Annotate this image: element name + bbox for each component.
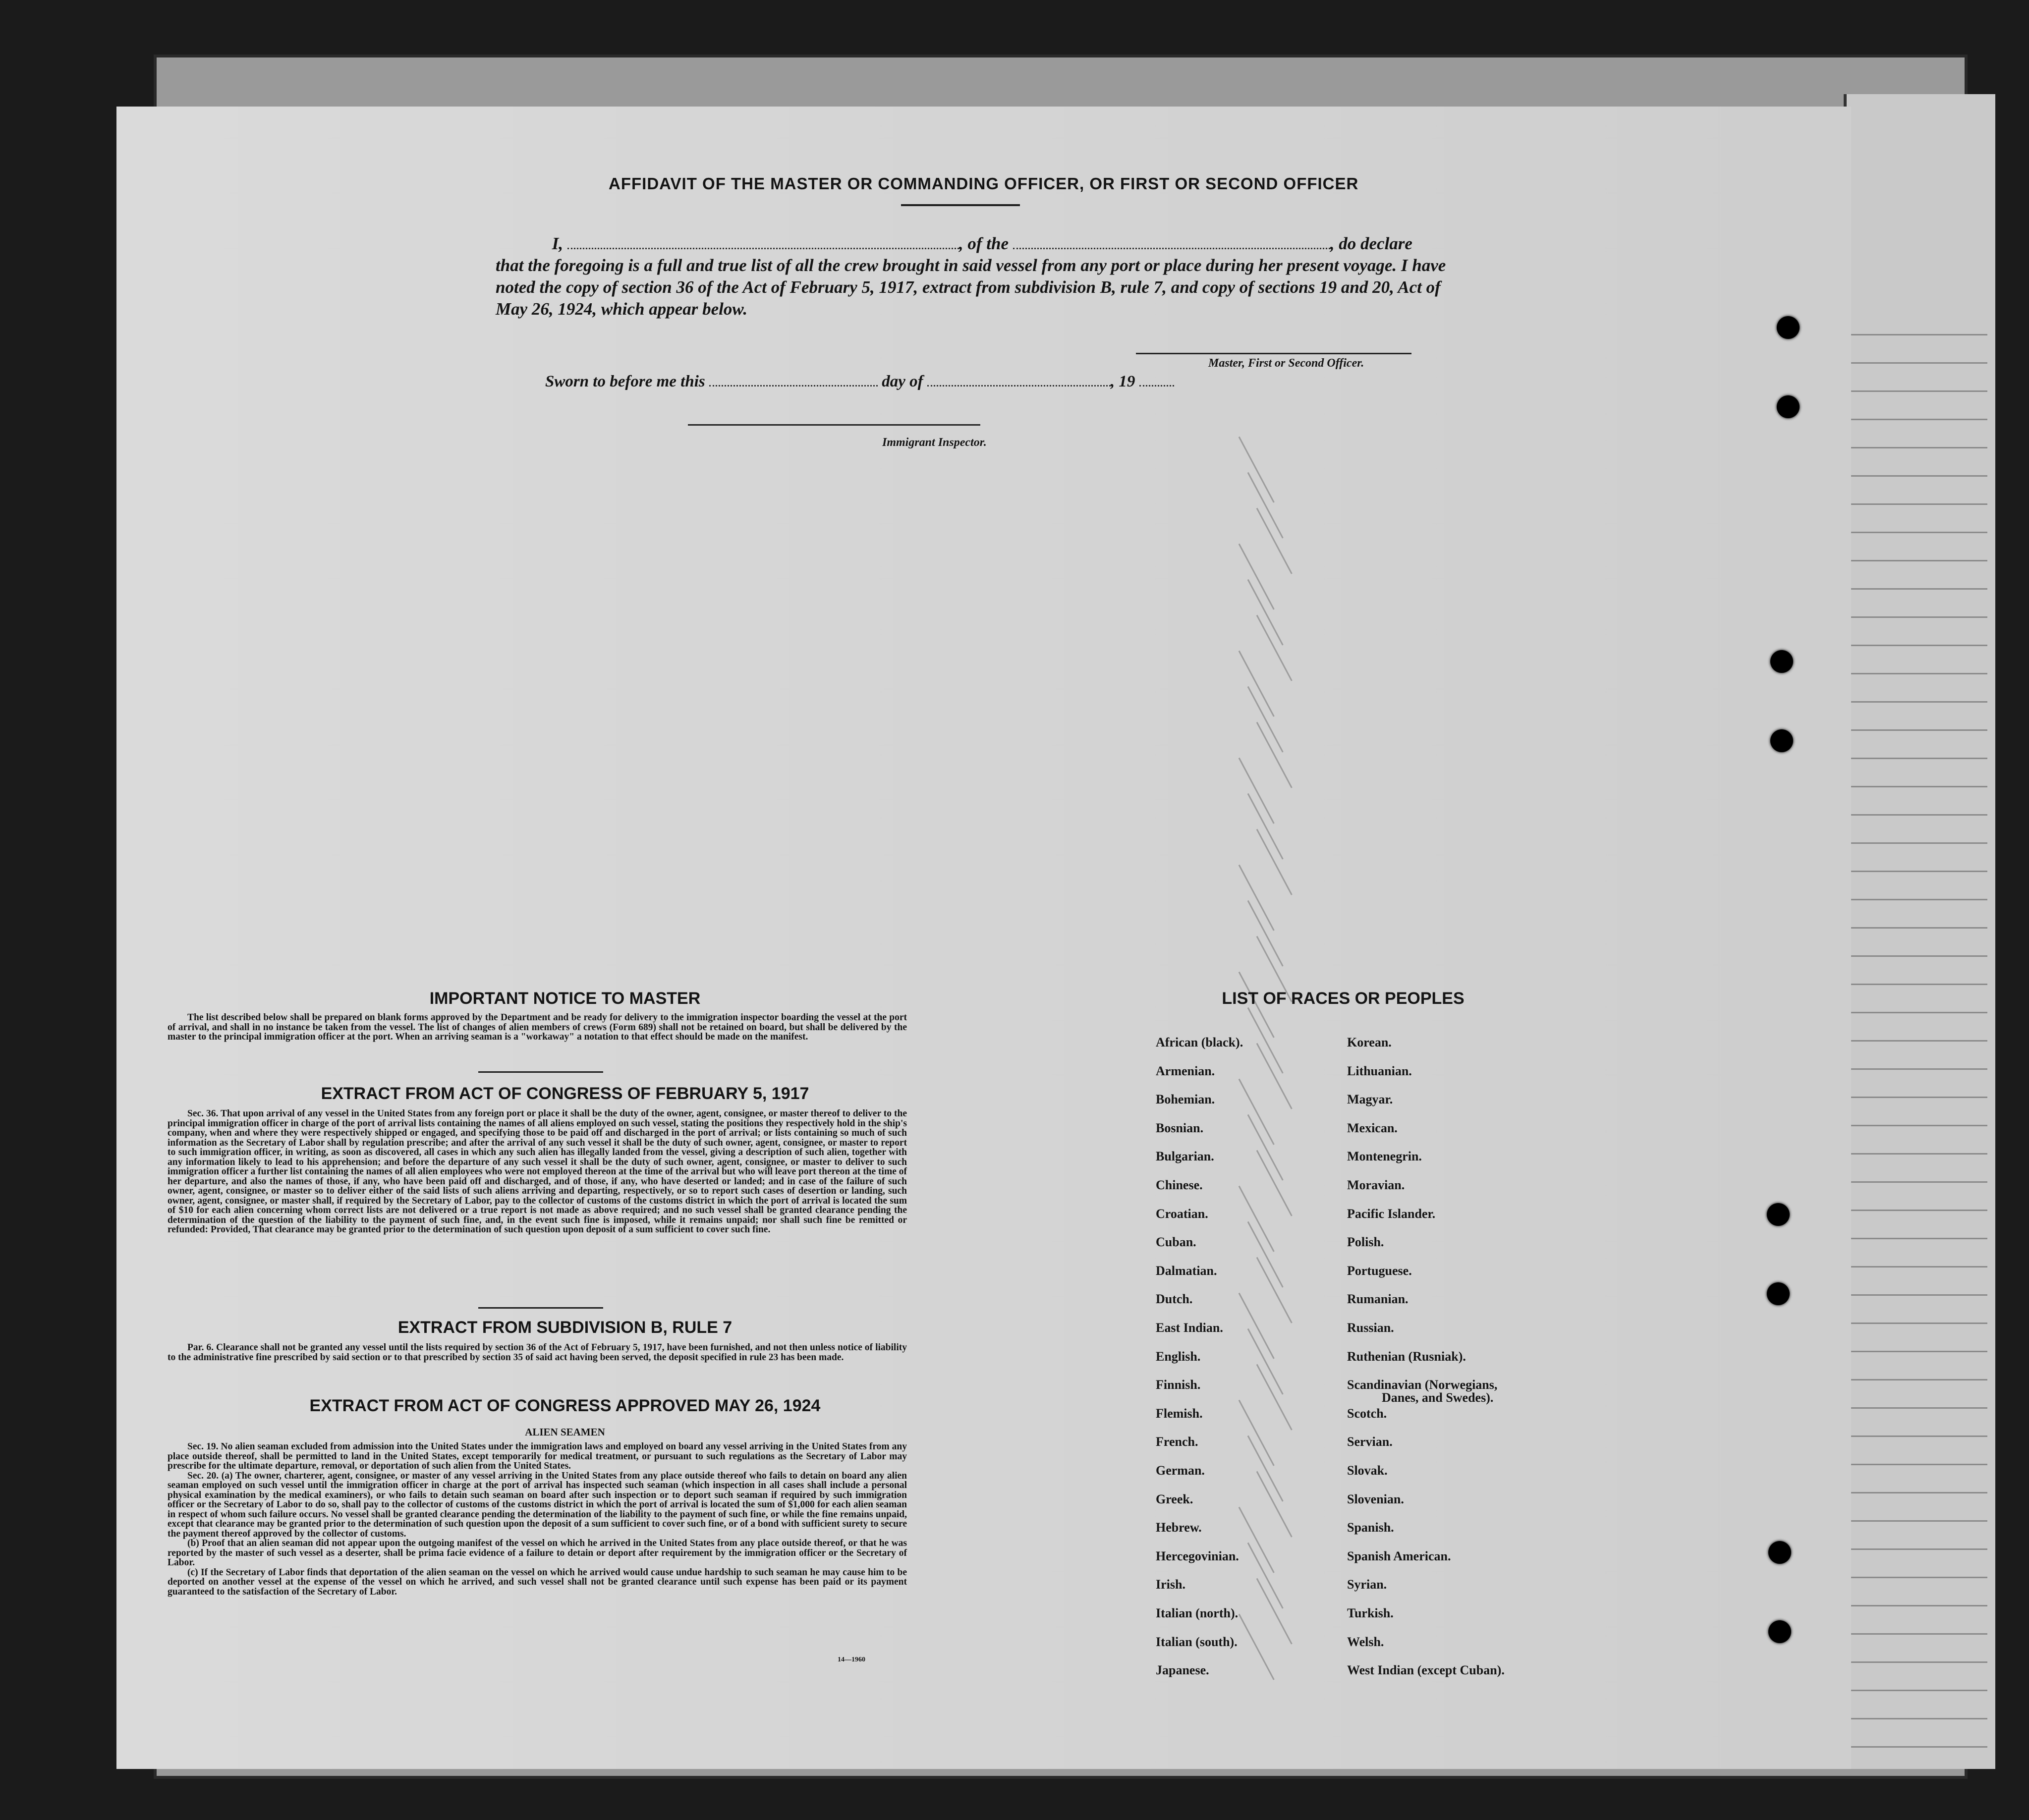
race-item: Spanish American. bbox=[1347, 1548, 1451, 1563]
punch-hole bbox=[1767, 1203, 1790, 1226]
race-item: Armenian. bbox=[1156, 1063, 1215, 1078]
act-1924-subtitle: ALIEN SEAMEN bbox=[525, 1426, 605, 1438]
act-1917-title: EXTRACT FROM ACT OF CONGRESS OF FEBRUARY 5, 1917 bbox=[321, 1084, 809, 1103]
race-item: Korean. bbox=[1347, 1035, 1392, 1049]
race-item: Croatian. bbox=[1156, 1206, 1208, 1221]
name-field[interactable] bbox=[567, 248, 959, 249]
race-item: Portuguese. bbox=[1347, 1263, 1412, 1278]
punch-hole bbox=[1777, 316, 1800, 339]
race-item: Bosnian. bbox=[1156, 1120, 1204, 1135]
race-item: Bulgarian. bbox=[1156, 1149, 1214, 1164]
affidavit-title: AFFIDAVIT OF THE MASTER OR COMMANDING OFFICER, OR FIRST OR SECOND OFFICER bbox=[609, 174, 1359, 193]
sworn-day-field[interactable] bbox=[709, 385, 878, 386]
race-item: Irish. bbox=[1156, 1577, 1185, 1592]
master-signature-label: Master, First or Second Officer. bbox=[1208, 357, 1364, 370]
race-item: Cuban. bbox=[1156, 1235, 1196, 1250]
race-item: East Indian. bbox=[1156, 1321, 1223, 1335]
race-item: Greek. bbox=[1156, 1491, 1193, 1506]
race-item: African (black). bbox=[1156, 1035, 1243, 1049]
race-item: Russian. bbox=[1347, 1321, 1394, 1335]
master-signature-line[interactable] bbox=[1136, 353, 1411, 354]
race-item: German. bbox=[1156, 1463, 1205, 1478]
race-item: Hercegovinian. bbox=[1156, 1548, 1239, 1563]
race-item: Welsh. bbox=[1347, 1634, 1384, 1649]
inspector-signature-label: Immigrant Inspector. bbox=[882, 436, 987, 449]
sec-19: Sec. 19. No alien seaman excluded from admission into the United States under the immigration laws and employed on board any vessel arriving in the United States from any place outside thereof, shall be permitted to land in the United States, except temporarily for medical treatment, or pursuant to such regulations as the Secretary of Labor may prescribe for the ultimate departure, removal, or deportation of such alien from the United States. bbox=[168, 1441, 907, 1471]
sworn-line bbox=[545, 373, 1174, 391]
race-item: Turkish. bbox=[1347, 1606, 1394, 1620]
punch-hole bbox=[1768, 1541, 1791, 1564]
race-item: Slovak. bbox=[1347, 1463, 1388, 1478]
race-item: Polish. bbox=[1347, 1235, 1384, 1250]
rule-7-text: Par. 6. Clearance shall not be granted any vessel until the lists required by section 36 of the Act of February 5, 1917, have been furnished, and not then unless notice of liability to the administrative fine prescribed by said section or to that prescribed by section 35 of said act having been served, the deposit specified in rule 23 has been made. bbox=[168, 1342, 907, 1363]
race-item: Italian (south). bbox=[1156, 1634, 1238, 1649]
race-item: Slovenian. bbox=[1347, 1491, 1404, 1506]
section-rule bbox=[478, 1071, 603, 1073]
affidavit-block bbox=[496, 233, 1447, 320]
sworn-prefix: Sworn to before me this bbox=[545, 373, 705, 390]
race-item: Montenegrin. bbox=[1347, 1149, 1422, 1164]
section-rule bbox=[478, 1307, 603, 1309]
race-item: Chinese. bbox=[1156, 1178, 1203, 1192]
race-item: Dutch. bbox=[1156, 1292, 1193, 1307]
punch-hole bbox=[1767, 1282, 1790, 1305]
inspector-signature-line[interactable] bbox=[688, 424, 980, 426]
race-item: Japanese. bbox=[1156, 1663, 1209, 1678]
race-item: Mexican. bbox=[1347, 1120, 1398, 1135]
race-item: Moravian. bbox=[1347, 1178, 1405, 1192]
race-item: English. bbox=[1156, 1349, 1201, 1364]
race-item: Bohemian. bbox=[1156, 1092, 1215, 1107]
race-item-continuation: Danes, and Swedes). bbox=[1382, 1390, 1494, 1405]
punch-hole bbox=[1768, 1620, 1791, 1643]
race-item: Pacific Islander. bbox=[1347, 1206, 1436, 1221]
punch-hole bbox=[1777, 395, 1800, 418]
sworn-year-field[interactable] bbox=[1139, 385, 1174, 386]
i-label: I, bbox=[552, 234, 564, 253]
vessel-field[interactable] bbox=[1013, 248, 1330, 249]
title-rule bbox=[901, 204, 1020, 206]
race-item: Spanish. bbox=[1347, 1520, 1394, 1535]
act-1924-text bbox=[168, 1442, 907, 1597]
race-item: Lithuanian. bbox=[1347, 1063, 1412, 1078]
race-item: West Indian (except Cuban). bbox=[1347, 1663, 1505, 1678]
punch-hole bbox=[1770, 729, 1793, 752]
race-item: Rumanian. bbox=[1347, 1292, 1409, 1307]
race-item: Scandinavian (Norwegians, bbox=[1347, 1378, 1498, 1392]
affidavit-body: that the foregoing is a full and true list of all the crew brought in said vessel from any port or place during her present voyage. I have noted the copy of section 36 of the Act of February 5, 1917, extract from subdivision B, rule 7, and copy of sections 19 and 20, Act of May 26, 1924, which appear below. bbox=[496, 256, 1446, 319]
notice-title: IMPORTANT NOTICE TO MASTER bbox=[429, 989, 701, 1008]
act-1924-title: EXTRACT FROM ACT OF CONGRESS APPROVED MAY 26, 1924 bbox=[309, 1396, 821, 1415]
sec-20c: (c) If the Secretary of Labor finds that deportation of the alien seaman on the vessel on which he arrived would cause undue hardship to such seaman he may cause him to be deported on another vessel at the expense of the vessel on which he arrived, and such vessel shall not be granted clearance until such expense has been paid or its payment guaranteed to the satisfaction of the Secretary of Labor. bbox=[168, 1567, 907, 1597]
act-1917-text: Sec. 36. That upon arrival of any vessel in the United States from any foreign port or place it shall be the duty of the owner, agent, consignee, or master thereof to deliver to the principal immigration officer in charge of the port of arrival lists containing the names of all aliens employed on such vessel, stating the positions they respectively hold in the ship's company, when and where they were respectively shipped or engaged, and specifying those to be paid off and discharged in the port of arrival; or lists containing so much of such information as the Secretary of Labor shall by regulation prescribe; and after the arrival of any such vessel it shall be the duty of such owner, agent, consignee, or master to report to such immigration officer, in writing, as soon as discovered, all cases in which any such alien has illegally landed from the vessel, giving a description of such alien, together with any information likely to lead to his apprehension; and before the departure of any such vessel it shall be the duty of such owner, agent, consignee, or master to deliver to such immigration officer a further list containing the names of all alien employees who were not employed thereon at the time of the arrival but who will leave port thereon at the time of her departure, and also the names of those, if any, who have been paid off and discharged, and of those, if any, who have deserted or landed; and in case of the failure of such owner, agent, consignee, or master so to deliver either of the said lists of such aliens arriving and departing, respectively, or so to report such cases of desertion or landing, such owner, agent, consignee, or master shall, if required by the Secretary of Labor, pay to the collector of customs of the customs district in which the port of arrival is located the sum of $10 for each alien concerning whom correct lists are not delivered or a true report is not made as above required; and no such vessel shall be granted clearance pending the determination of the question of the liability to the payment of such fine, and, in the event such fine is imposed, while it remains unpaid; nor shall such fine be remitted or refunded: Provided, That clearance may be granted prior to the determination of such question upon deposit of a sum sufficient to cover such fine. bbox=[168, 1108, 907, 1235]
of-the-label: , of the bbox=[958, 234, 1009, 253]
sworn-year-label: , 19 bbox=[1110, 373, 1135, 390]
form-number: 14—1960 bbox=[838, 1656, 865, 1663]
sworn-month-field[interactable] bbox=[927, 385, 1111, 386]
race-item: Ruthenian (Rusniak). bbox=[1347, 1349, 1466, 1364]
rule-7-title: EXTRACT FROM SUBDIVISION B, RULE 7 bbox=[397, 1318, 733, 1337]
sec-20b: (b) Proof that an alien seaman did not appear upon the outgoing manifest of the vessel on which he arrived in the United States from any place outside thereof, or that he was reported by the master of such vessel as a deserter, shall be prima facie evidence of a failure to detain or deport after requirement by the immigration officer or the Secretary of Labor. bbox=[168, 1538, 907, 1568]
sec-20a: Sec. 20. (a) The owner, charterer, agent, consignee, or master of any vessel arriving in the United States from any place outside thereof who fails to detain on board any alien seaman employed on such vessel until the immigration officer in charge at the port of arrival has inspected such seaman (which inspection in all cases shall include a personal physical examination by the medical examiners), or who fails to detain such seaman on board after such inspection or to deport such seaman if required by such immigration officer or the Secretary of Labor to do so, shall pay to the collector of customs of the customs district in which the port of arrival is located the sum of $1,000 for each alien seaman in respect of whom such failure occurs. No vessel shall be granted clearance pending the determination of the liability to the payment of such fine, or while the fine remains unpaid, except that clearance may be granted prior to the determination of such question upon the deposit of a sum sufficient to cover such fine, or of a bond with sufficient surety to secure the payment thereof approved by the collector of customs. bbox=[168, 1470, 907, 1539]
notice-text: The list described below shall be prepared on blank forms approved by the Department and be ready for delivery to the immigration inspector boarding the vessel at the port of arrival, and shall in no instance be taken from the vessel. The list of changes of alien members of crews (Form 689) shall not be retained on board, but shall be delivered by the master to the principal immigration officer at the port. When an arriving seaman is a "workaway" a notation to that effect should be made on the manifest. bbox=[168, 1012, 907, 1042]
race-item: Servian. bbox=[1347, 1434, 1393, 1449]
race-item: Scotch. bbox=[1347, 1406, 1387, 1421]
race-item: Dalmatian. bbox=[1156, 1263, 1217, 1278]
sworn-day-of: day of bbox=[882, 373, 923, 390]
race-item: Flemish. bbox=[1156, 1406, 1203, 1421]
race-item: Magyar. bbox=[1347, 1092, 1393, 1107]
races-title: LIST OF RACES OR PEOPLES bbox=[1222, 989, 1465, 1008]
declare-label: , do declare bbox=[1330, 234, 1412, 253]
race-item: Finnish. bbox=[1156, 1378, 1201, 1392]
declaration-line bbox=[496, 233, 1447, 255]
race-item: Syrian. bbox=[1347, 1577, 1387, 1592]
race-item: Italian (north). bbox=[1156, 1606, 1239, 1620]
punch-hole bbox=[1770, 650, 1793, 673]
race-item: French. bbox=[1156, 1434, 1198, 1449]
race-item: Hebrew. bbox=[1156, 1520, 1202, 1535]
